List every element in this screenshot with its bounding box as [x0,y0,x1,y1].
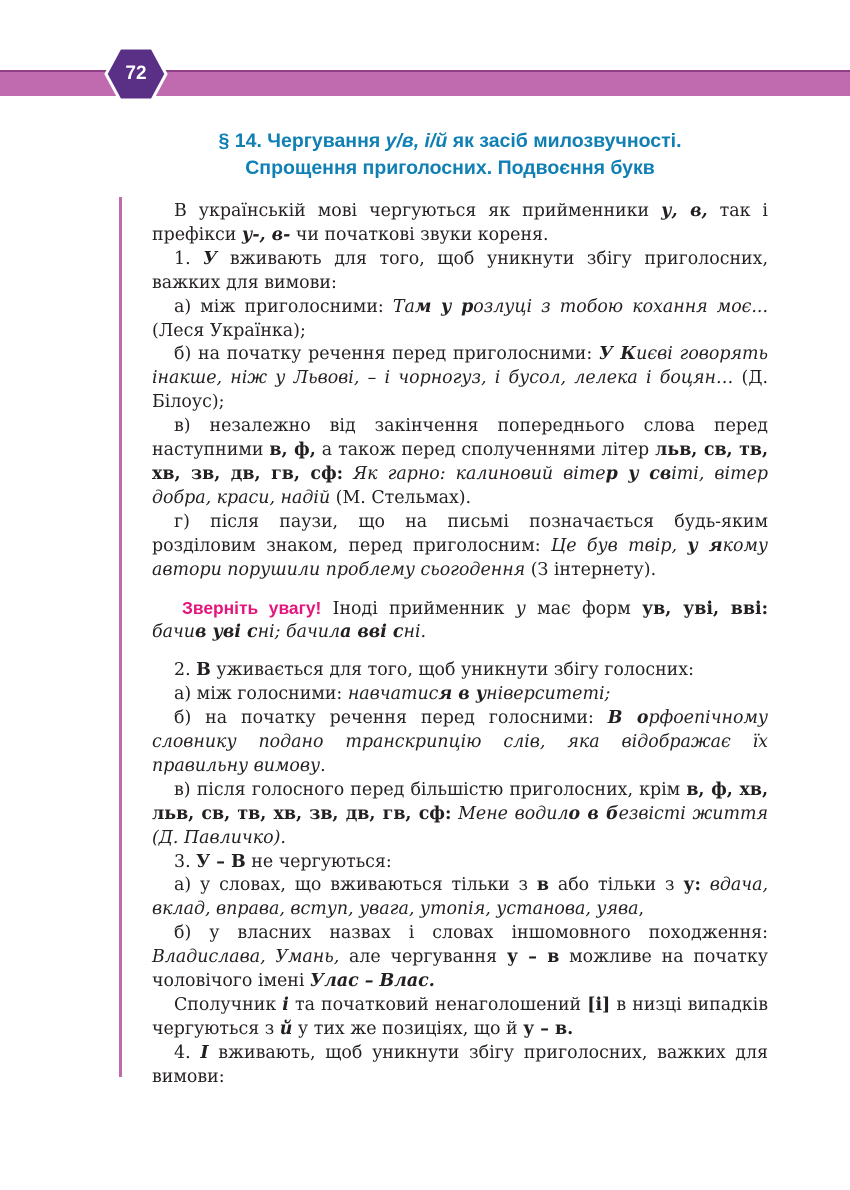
paragraph: 3. У – В не чергуються: [174,851,392,872]
paragraph: б) на початку речення перед приголосними: У Києві говорять інакше, ніж у Львові, – і чорногуз, і бусол, лелека і боцян… (Д. Білоус); [152,344,768,413]
paragraph: а) між приголосними: Там у розлуці з тобою кохання моє... (Леся Українка); [152,296,768,341]
paragraph: в) після голосного перед більшістю приголосних, крім в, ф, хв, льв, св, тв, хв, зв, дв, гв, сф: Мене водило в безвісті життя (Д. Павличко). [152,779,768,848]
paragraph: 4. І вживають, щоб уникнути збігу приголосних, важких для вимови: [152,1042,768,1087]
section-title-line-2: Спрощення приголосних. Подвоєння букв [245,157,655,179]
lesson-text [152,200,768,1090]
paragraph: В українській мові чергуються як прийменники у, в, так і префікси у-, в- чи початкові звуки кореня. [152,201,768,245]
paragraph: б) у власних назвах і словах іншомовного походження: Владислава, Умань, але чергування у – в можливе на початку чоловічого імені Улас – Влас. [152,923,768,992]
paragraph: а) у словах, що вживаються тільки з в або тільки з у: вдача, вклад, вправа, вступ, увага, утопія, установа, уява, [152,875,768,920]
paragraph: в) незалежно від закінчення попереднього слова перед наступними в, ф, а також перед сполученнями літер льв, св, тв, хв, зв, дв, гв, сф: Як гарно: калиновий вітер у світі, вітер добра, краси, надій (М. Стельмах). [152,416,768,508]
paragraph: г) після паузи, що на письмі позначається будь-яким розділовим знаком, перед приголосним: Це був твір, у якому автори порушили проблему сьогодення (З інтернету). [152,511,768,580]
margin-rule [119,197,122,1077]
notice-paragraph: Зверніть увагу! Іноді прийменник у має форм ув, уві, вві: бачив уві сні; бачила вві сні. [152,597,769,643]
paragraph: 2. В уживається для того, щоб уникнути збігу голосних: [174,660,694,681]
section-title-line-1: § 14. Чергування у/в, і/й як засіб милозвучності. [218,130,682,152]
paragraph: а) між голосними: навчатися в університеті; [174,684,611,705]
page-number: 72 [125,63,147,84]
section-title [150,128,750,182]
paragraph: б) на початку речення перед голосними: В орфоепічному словнику подано транскрипцію слів, яка відображає їх правильну вимову. [152,708,768,776]
paragraph: 1. У вживають для того, щоб уникнути збігу приголосних, важких для вимови: [152,248,768,293]
paragraph: Сполучник і та початковий ненаголошений [і] в низці випадків чергуються з й у тих же позиціях, що й у – в. [152,995,768,1039]
